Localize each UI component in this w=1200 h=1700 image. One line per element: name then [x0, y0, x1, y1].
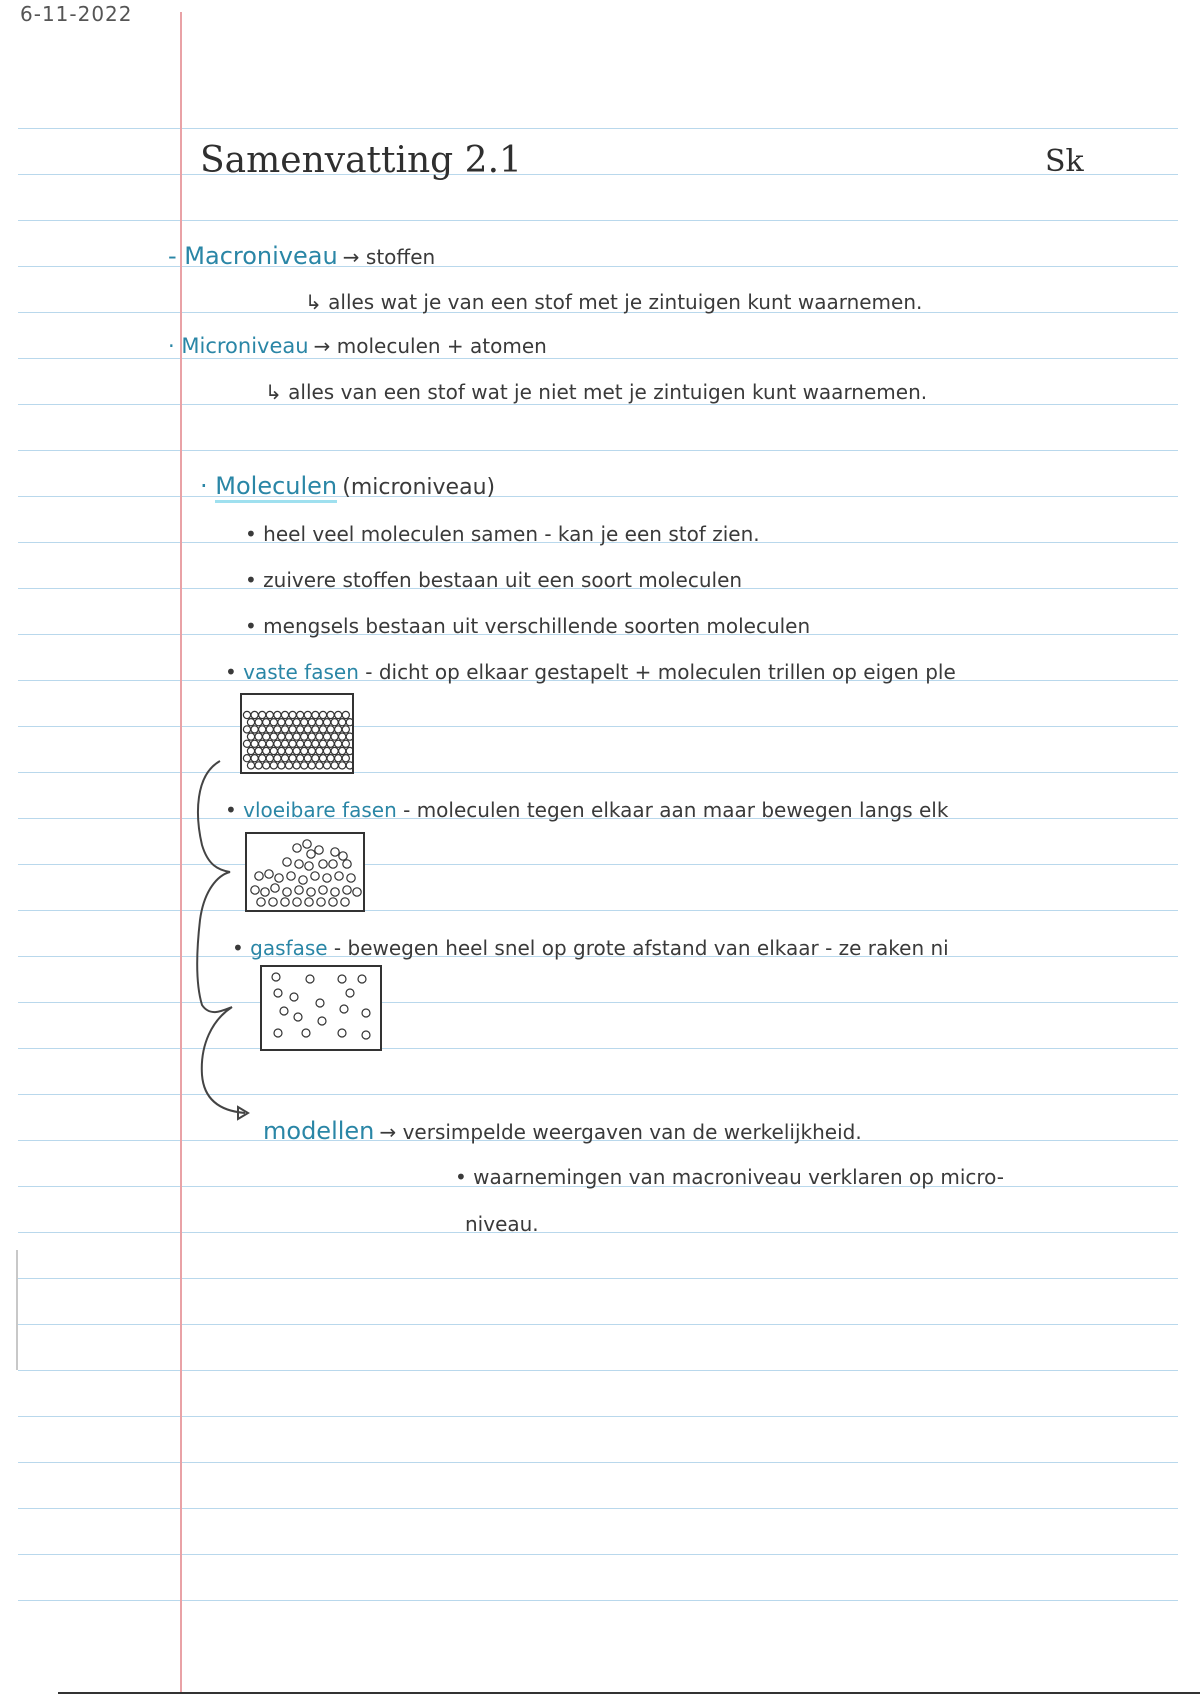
particle: [243, 726, 250, 733]
modellen-label: modellen: [263, 1117, 375, 1145]
particle: [316, 999, 324, 1007]
particle: [342, 740, 349, 747]
particle: [251, 711, 258, 718]
particle: [301, 719, 308, 726]
particle: [270, 762, 277, 769]
particle: [312, 755, 319, 762]
brace-arrow: [190, 755, 270, 1125]
micro-description-row: [265, 380, 927, 404]
particle: [312, 711, 319, 718]
particle: [293, 747, 300, 754]
particle: [295, 860, 303, 868]
bullet-dot: •: [232, 936, 251, 960]
particle: [255, 733, 262, 740]
particle: [327, 740, 334, 747]
ruled-line: [18, 404, 1178, 405]
particle: [280, 1007, 288, 1015]
particle: [338, 975, 346, 983]
particle: [263, 719, 270, 726]
particle: [278, 747, 285, 754]
particle: [243, 740, 250, 747]
particle: [270, 719, 277, 726]
bullet-dot: •: [245, 568, 264, 592]
particle: [295, 886, 303, 894]
corner-arrow-icon: ↳: [265, 380, 289, 404]
particle: [297, 755, 304, 762]
particle: [266, 726, 273, 733]
binder-mark: [16, 1250, 24, 1370]
particle: [289, 755, 296, 762]
particle: [323, 747, 330, 754]
particle: [316, 762, 323, 769]
particle: [347, 874, 355, 882]
particle: [307, 850, 315, 858]
particle: [304, 726, 311, 733]
particle: [317, 898, 325, 906]
particle: [275, 874, 283, 882]
particle: [331, 719, 338, 726]
particle: [323, 874, 331, 882]
particle: [335, 755, 342, 762]
particle: [266, 711, 273, 718]
arrow-icon: →: [313, 334, 337, 358]
phase-liquid-name: vloeibare fasen: [243, 798, 397, 822]
particle: [327, 755, 334, 762]
ruled-line: [18, 450, 1178, 451]
particle: [319, 726, 326, 733]
bullet-dot: •: [245, 614, 264, 638]
particle: [263, 733, 270, 740]
particle: [289, 711, 296, 718]
particle: [269, 898, 277, 906]
particle: [301, 747, 308, 754]
particle: [259, 711, 266, 718]
particle: [274, 1029, 282, 1037]
particle: [301, 733, 308, 740]
particle: [303, 840, 311, 848]
particle: [304, 711, 311, 718]
particle: [307, 888, 315, 896]
particle: [302, 1029, 310, 1037]
particle: [340, 1005, 348, 1013]
particle: [331, 762, 338, 769]
ruled-line: [18, 1370, 1178, 1371]
moleculen-point-3: mengsels bestaan uit verschillende soorten moleculen: [263, 614, 811, 638]
particle: [247, 747, 254, 754]
particle: [293, 898, 301, 906]
particle: [319, 860, 327, 868]
particle: [316, 733, 323, 740]
bullet-dot: •: [225, 798, 244, 822]
particle: [346, 733, 352, 740]
macro-description: alles wat je van een stof met je zintuigen kunt waarnemen.: [328, 290, 923, 314]
particle: [255, 719, 262, 726]
particle: [243, 711, 250, 718]
particle: [346, 989, 354, 997]
micro-description: alles van een stof wat je niet met je zintuigen kunt waarnemen.: [288, 380, 928, 404]
particle: [278, 719, 285, 726]
phase-gas-row: [232, 936, 1175, 960]
bullet-dot: ·: [200, 472, 216, 500]
modellen-row: [263, 1117, 862, 1145]
particle: [293, 719, 300, 726]
page-title: Samenvatting 2.1: [200, 140, 522, 181]
particle: [297, 740, 304, 747]
particle: [301, 762, 308, 769]
particle: [278, 733, 285, 740]
ruled-line: [18, 1554, 1178, 1555]
particle: [304, 740, 311, 747]
particle: [285, 733, 292, 740]
particle: [339, 747, 346, 754]
dash: -: [358, 660, 379, 684]
ruled-line: [18, 1462, 1178, 1463]
author-initials: Sk: [1045, 144, 1084, 179]
particle: [259, 726, 266, 733]
ruled-line: [18, 1508, 1178, 1509]
particle: [274, 989, 282, 997]
ruled-line: [18, 128, 1178, 129]
particle: [293, 762, 300, 769]
bullet-dot: •: [225, 660, 244, 684]
particle: [289, 740, 296, 747]
particle: [305, 862, 313, 870]
particle: [327, 726, 334, 733]
bullet-dot: •: [245, 522, 264, 546]
particle: [247, 733, 254, 740]
particle: [362, 1009, 370, 1017]
particle: [362, 1031, 370, 1039]
particle: [293, 844, 301, 852]
ruled-line: [18, 1600, 1178, 1601]
particle: [319, 711, 326, 718]
modellen-note-2: niveau.: [465, 1212, 539, 1236]
particle: [339, 762, 346, 769]
particle: [283, 888, 291, 896]
arrow-icon: →: [342, 245, 366, 269]
particle: [297, 726, 304, 733]
particle: [316, 747, 323, 754]
particle: [274, 740, 281, 747]
dash: -: [327, 936, 348, 960]
particle: [342, 711, 349, 718]
list-item: [245, 522, 760, 546]
particle: [274, 726, 281, 733]
particle: [274, 711, 281, 718]
phase-liquid-row: [225, 798, 1175, 822]
particle: [335, 872, 343, 880]
particle: [331, 747, 338, 754]
date: 6-11-2022: [20, 2, 133, 26]
macro-description-row: [305, 290, 922, 314]
particle: [316, 719, 323, 726]
particle: [274, 755, 281, 762]
particle: [329, 860, 337, 868]
particle: [251, 740, 258, 747]
particle: [343, 886, 351, 894]
particle: [331, 848, 339, 856]
corner-arrow-icon: ↳: [305, 290, 329, 314]
macro-arrow-text: stoffen: [365, 245, 436, 269]
particle: [271, 884, 279, 892]
particle: [346, 762, 352, 769]
particle: [255, 747, 262, 754]
particle: [315, 846, 323, 854]
particle: [299, 876, 307, 884]
bullet-dash: -: [168, 242, 185, 270]
arrow-icon: →: [379, 1120, 403, 1144]
particle: [331, 733, 338, 740]
particle: [341, 898, 349, 906]
gas-particles: [262, 967, 380, 1049]
particle: [346, 747, 352, 754]
particle: [266, 740, 273, 747]
particle: [353, 888, 361, 896]
particle: [323, 762, 330, 769]
moleculen-heading-note: (microniveau): [342, 475, 496, 500]
particle: [308, 747, 315, 754]
ruled-line: [18, 1278, 1178, 1279]
particle: [297, 711, 304, 718]
particle: [346, 719, 352, 726]
particle: [335, 726, 342, 733]
particle: [308, 733, 315, 740]
particle: [263, 747, 270, 754]
particle: [281, 898, 289, 906]
particle: [285, 719, 292, 726]
dash: -: [396, 798, 417, 822]
gas-phase-drawing: [260, 965, 382, 1051]
phase-gas-name: gasfase: [250, 936, 327, 960]
particle: [285, 762, 292, 769]
particle: [338, 1029, 346, 1037]
ruled-line: [18, 1416, 1178, 1417]
ruled-line: [18, 1324, 1178, 1325]
particle: [327, 711, 334, 718]
modellen-note-1: waarnemingen van macroniveau verklaren op micro-: [473, 1165, 1004, 1189]
particle: [281, 740, 288, 747]
particle: [319, 755, 326, 762]
ruled-line: [18, 220, 1178, 221]
particle: [335, 740, 342, 747]
particle: [339, 719, 346, 726]
particle: [311, 872, 319, 880]
micro-arrow-text: moleculen + atomen: [336, 334, 547, 358]
particle: [270, 733, 277, 740]
macro-row: [168, 242, 435, 270]
ruled-line: [18, 496, 1178, 497]
list-item: [245, 614, 810, 638]
bullet-dot: •: [455, 1165, 474, 1189]
particle: [342, 726, 349, 733]
particle: [358, 975, 366, 983]
particle: [290, 993, 298, 1001]
page-bottom-edge: [58, 1692, 1200, 1694]
particle: [335, 711, 342, 718]
moleculen-heading-row: [200, 472, 495, 500]
phase-gas-description: bewegen heel snel op grote afstand van elkaar - ze raken ni: [347, 936, 949, 960]
ruled-line: [18, 726, 1178, 727]
particle: [318, 1017, 326, 1025]
micro-row: [168, 334, 547, 358]
ruled-line: [18, 174, 1178, 175]
moleculen-heading: Moleculen: [215, 472, 337, 503]
particle: [339, 733, 346, 740]
particle: [270, 747, 277, 754]
macro-label: Macroniveau: [184, 242, 338, 270]
particle: [342, 755, 349, 762]
modellen-note-1-row: [455, 1165, 1004, 1189]
particle: [331, 888, 339, 896]
particle: [323, 719, 330, 726]
ruled-line: [18, 358, 1178, 359]
ruled-line: [18, 1232, 1178, 1233]
phase-solid-row: [225, 660, 1175, 684]
phase-solid-description: dicht op elkaar gestapelt + moleculen trillen op eigen ple: [378, 660, 956, 684]
particle: [278, 762, 285, 769]
bullet-dot: ·: [168, 334, 182, 358]
particle: [308, 719, 315, 726]
particle: [281, 711, 288, 718]
particle: [312, 740, 319, 747]
particle: [287, 872, 295, 880]
particle: [343, 860, 351, 868]
particle: [329, 898, 337, 906]
moleculen-point-2: zuivere stoffen bestaan uit een soort moleculen: [263, 568, 743, 592]
particle: [305, 898, 313, 906]
particle: [281, 726, 288, 733]
particle: [259, 740, 266, 747]
particle: [323, 733, 330, 740]
moleculen-point-1: heel veel moleculen samen - kan je een stof zien.: [263, 522, 760, 546]
particle: [289, 726, 296, 733]
particle: [281, 755, 288, 762]
particle: [247, 719, 254, 726]
particle: [272, 973, 280, 981]
particle: [294, 1013, 302, 1021]
particle: [293, 733, 300, 740]
modellen-arrow-text: versimpelde weergaven van de werkelijkheid.: [402, 1120, 862, 1144]
particle: [319, 740, 326, 747]
micro-label: Microniveau: [181, 334, 309, 358]
particle: [339, 852, 347, 860]
phase-liquid-description: moleculen tegen elkaar aan maar bewegen langs elk: [416, 798, 949, 822]
list-item: [245, 568, 742, 592]
particle: [304, 755, 311, 762]
particle: [251, 726, 258, 733]
particle: [308, 762, 315, 769]
particle: [319, 886, 327, 894]
particle: [312, 726, 319, 733]
particle: [283, 858, 291, 866]
particle: [285, 747, 292, 754]
particle: [306, 975, 314, 983]
phase-solid-name: vaste fasen: [243, 660, 359, 684]
